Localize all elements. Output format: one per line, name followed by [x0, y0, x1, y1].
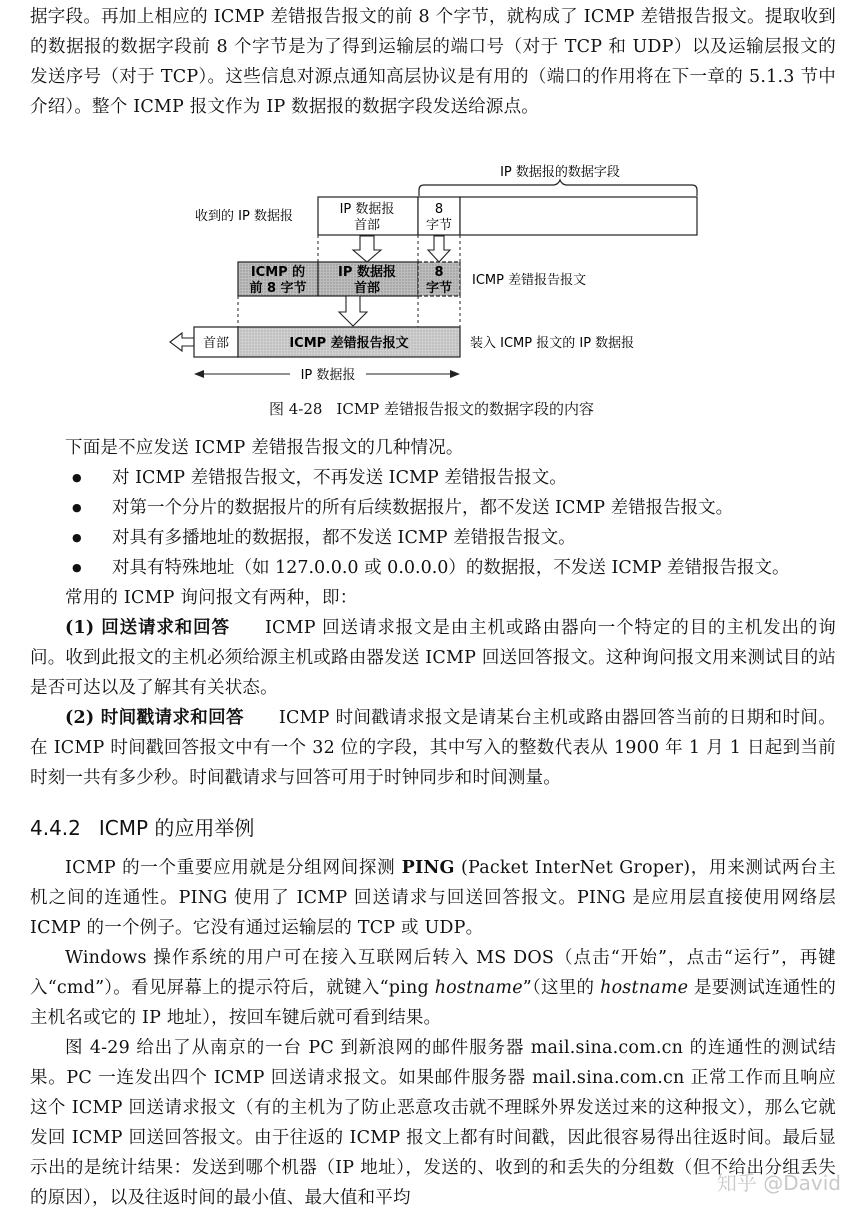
timestamp-paragraph: (2) 时间戳请求和回答 ICMP 时间戳请求报文是请某台主机或路由器回答当前的日期和时间。在 ICMP 时间戳回答报文中有一个 32 位的字段，其中写入的整数代表从 1900 年 1 月 1 日起到当前时刻一共有多少秒。时间戳请求与回答可用于时钟同步和时间测量。 [30, 708, 836, 788]
ping-paragraph: ICMP 的一个重要应用就是分组网间探测 PING (Packet InterNet Groper)，用来测试两台主机之间的连通性。PING 使用了 ICMP 回送请求与回送回答报文。PING 是应用层直接使用网络层 ICMP 的一个例子。它没有通过运输层的 TCP 或 UDP。 [30, 858, 836, 938]
ip-datagram-with-icmp-label: 装入 ICMP 报文的 IP 数据报 [470, 336, 635, 351]
row1-remaining-data [460, 197, 697, 235]
down-arrow-icon [428, 236, 450, 262]
svg-text:IP 数据报: IP 数据报 [338, 265, 396, 280]
bullet-list [72, 463, 832, 583]
list-item: ● 对具有多播地址的数据报，都不发送 ICMP 差错报告报文。 [72, 523, 832, 553]
intro-line: 下面是不应发送 ICMP 差错报告报文的几种情况。 [65, 438, 464, 458]
svg-text:ICMP 的: ICMP 的 [250, 265, 306, 280]
down-arrow-icon [339, 296, 367, 326]
received-datagram-label: 收到的 IP 数据报 [195, 209, 293, 224]
continuation-paragraph: 据字段。再加上相应的 ICMP 差错报告报文的前 8 个字节，就构成了 ICMP 差错报告报文。提取收到的数据报的数据字段前 8 个字节是为了得到运输层的端口号（对于 TCP 和 UDP）以及运输层报文的发送序号（对于 TCP）。这些信息对源点通知高层协议是有用的（端口的作用将在下一章的 5.1.3 节中介绍）。整个 ICMP 报文作为 IP 数据报的数据字段发送给源点。 [30, 7, 836, 117]
fig-4-29-paragraph: 图 4-29 给出了从南京的一台 PC 到新浪网的邮件服务器 mail.sina.com.cn 的连通性的测试结果。PC 一连发出四个 ICMP 回送请求报文。如果邮件服务器 mail.sina.com.cn 正常工作而且响应这个 ICMP 回送请求报文（有的主机为了防止恶意攻击就不理睬外界发送过来的这种报文），那么它就发回 ICMP 回送回答报文。由于往返的 ICMP 报文上都有时间戳，因此很容易得出往返时间。最后显示出的是统计结果：发送到哪个机器（IP 地址），发送的、收到的和丢失的分组数（但不给出分组丢失的原因），以及往返时间的最小值、最大值和平均 [30, 1038, 836, 1208]
query-intro: 常用的 ICMP 询问报文有两种，即： [65, 588, 358, 608]
figure-4-28 [0, 0, 863, 400]
svg-text:首部: 首部 [202, 336, 230, 351]
figure-caption: 图 4-28 ICMP 差错报告报文的数据字段的内容 [268, 400, 595, 418]
svg-text:8: 8 [434, 265, 444, 280]
section-heading: 4.4.2 ICMP 的应用举例 [30, 816, 255, 840]
data-field-brace [419, 180, 697, 196]
left-arrow-icon [170, 333, 194, 351]
list-item: ● 对第一个分片的数据报片的所有后续数据报片，都不发送 ICMP 差错报告报文。 [72, 493, 832, 523]
svg-text:字节: 字节 [425, 281, 453, 296]
watermark: 知乎 @David [716, 1171, 841, 1195]
svg-text:首部: 首部 [353, 218, 381, 233]
ip-datagram-span-label: IP 数据报 [300, 368, 356, 383]
list-item: ● 对具有特殊地址（如 127.0.0.0 或 0.0.0.0）的数据报，不发送 ICMP 差错报告报文。 [72, 553, 832, 583]
svg-text:前 8 字节: 前 8 字节 [249, 281, 307, 296]
svg-text:首部: 首部 [353, 281, 381, 296]
echo-request-paragraph: (1) 回送请求和回答 ICMP 回送请求报文是由主机或路由器向一个特定的目的主机发出的询问。收到此报文的主机必须给源主机或路由器发送 ICMP 回送回答报文。这种询问报文用来测试目的站是否可达以及了解其有关状态。 [30, 618, 836, 698]
icmp-error-report-label: ICMP 差错报告报文 [472, 273, 587, 288]
svg-text:字节: 字节 [425, 218, 453, 233]
brace-label: IP 数据报的数据字段 [500, 165, 620, 180]
down-arrow-icon [353, 236, 381, 262]
svg-text:IP 数据报: IP 数据报 [339, 202, 395, 217]
svg-text:8: 8 [434, 202, 444, 217]
echo-title: (1) 回送请求和回答 [65, 618, 230, 638]
list-item: ● 对 ICMP 差错报告报文，不再发送 ICMP 差错报告报文。 [72, 463, 832, 493]
svg-text:ICMP 差错报告报文: ICMP 差错报告报文 [289, 336, 409, 351]
timestamp-title: (2) 时间戳请求和回答 [65, 708, 244, 728]
windows-paragraph: Windows 操作系统的用户可在接入互联网后转入 MS DOS（点击“开始”，点击“运行”，再键入“cmd”）。看见屏幕上的提示符后，就键入“ping hostname”（这里的 hostname 是要测试连通性的主机名或它的 IP 地址），按回车键后就可看到结果。 [30, 948, 836, 1028]
